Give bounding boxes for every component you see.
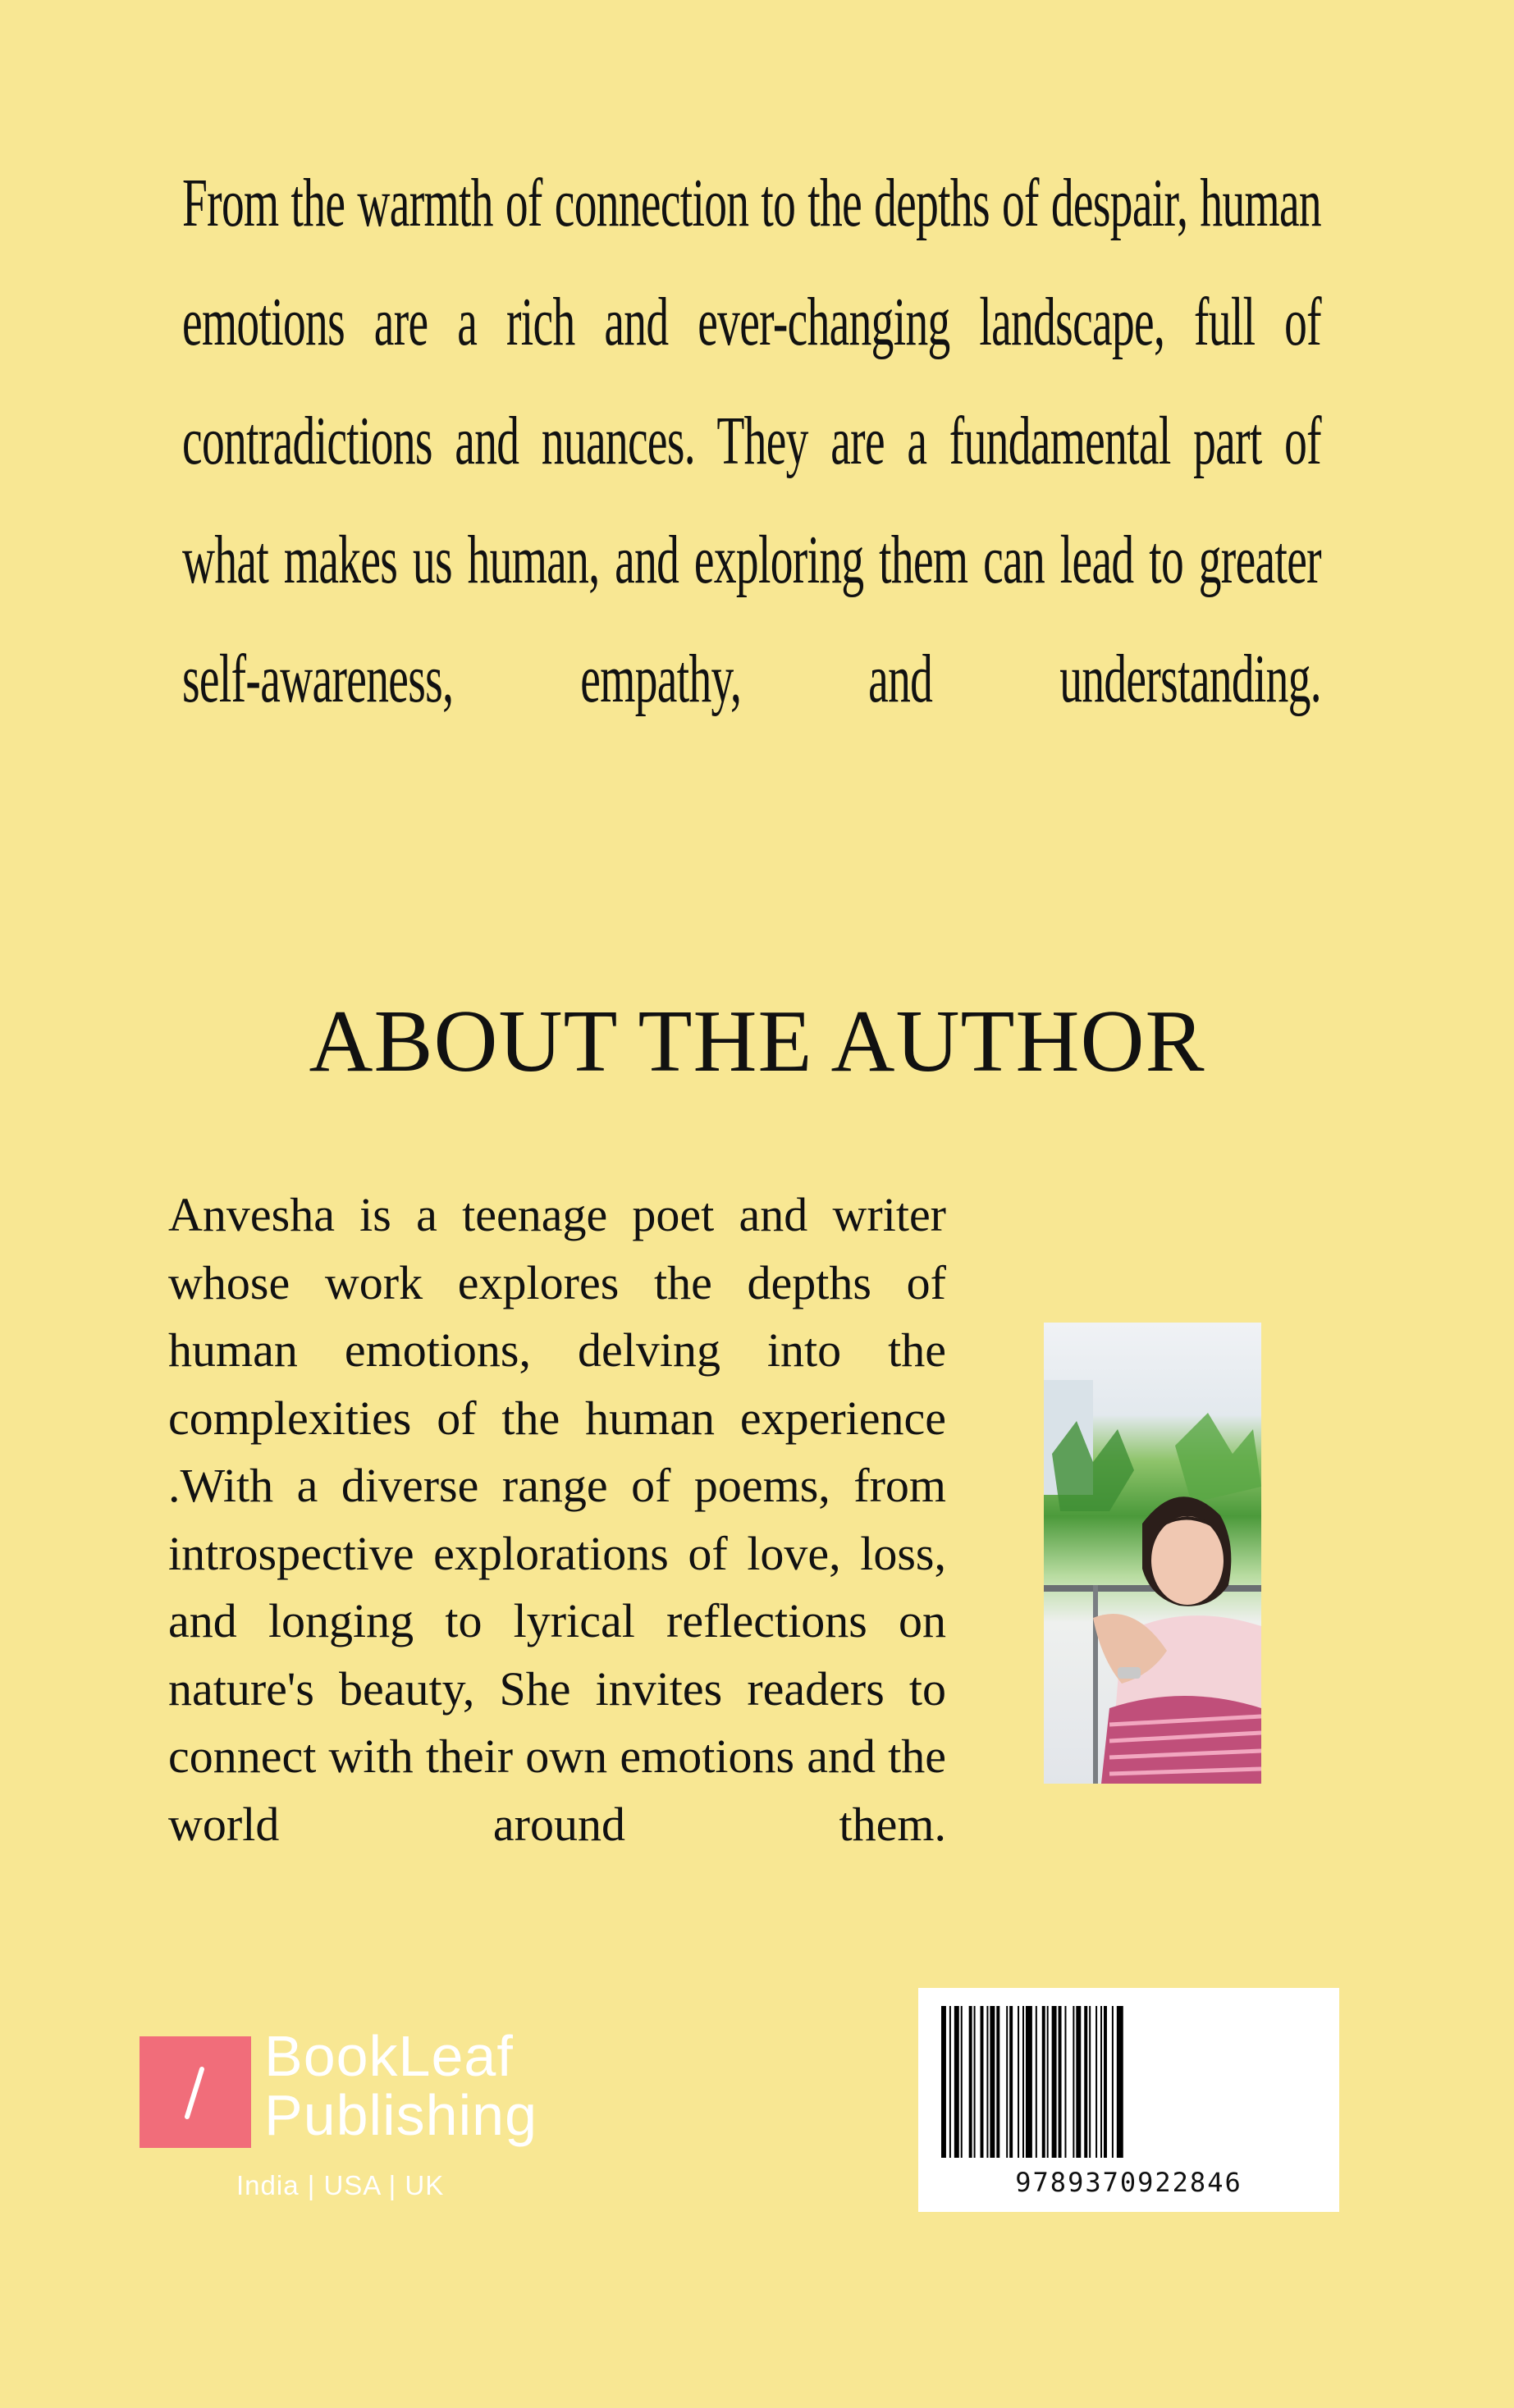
author-photo [1044, 1323, 1261, 1784]
back-cover-blurb: From the warmth of connection to the depths of despair, human emotions are a rich and ever-changing landscape, full of contradictions and nuances. They are a fundamental part of what makes us human, and exploring them can lead to greater self-awareness, empathy, and understanding. [182, 165, 1321, 717]
slash-icon [140, 2036, 251, 2148]
isbn-barcode [918, 1988, 1339, 2212]
author-bio: Anvesha is a teenage poet and writer whose work explores the depths of human emotions, delving into the complexities of the human experience .With a diverse range of poems, from introspective explorations of love, loss, and longing to lyrical reflections on nature's beauty, She invites readers to connect with their own emotions and the world around them. [168, 1188, 946, 1851]
publisher-name [264, 2026, 537, 2145]
publisher-name-line2: Publishing [264, 2083, 537, 2147]
isbn-number: 9789370922846 [1015, 2167, 1242, 2198]
about-author-heading: ABOUT THE AUTHOR [309, 993, 1205, 1090]
publisher-name-line1: BookLeaf [264, 2024, 514, 2088]
publisher-regions: India | USA | UK [236, 2170, 445, 2200]
barcode-bars-icon [938, 2006, 1320, 2170]
publisher-logo-icon [140, 2036, 251, 2148]
author-photo-illustration [1044, 1323, 1261, 1784]
